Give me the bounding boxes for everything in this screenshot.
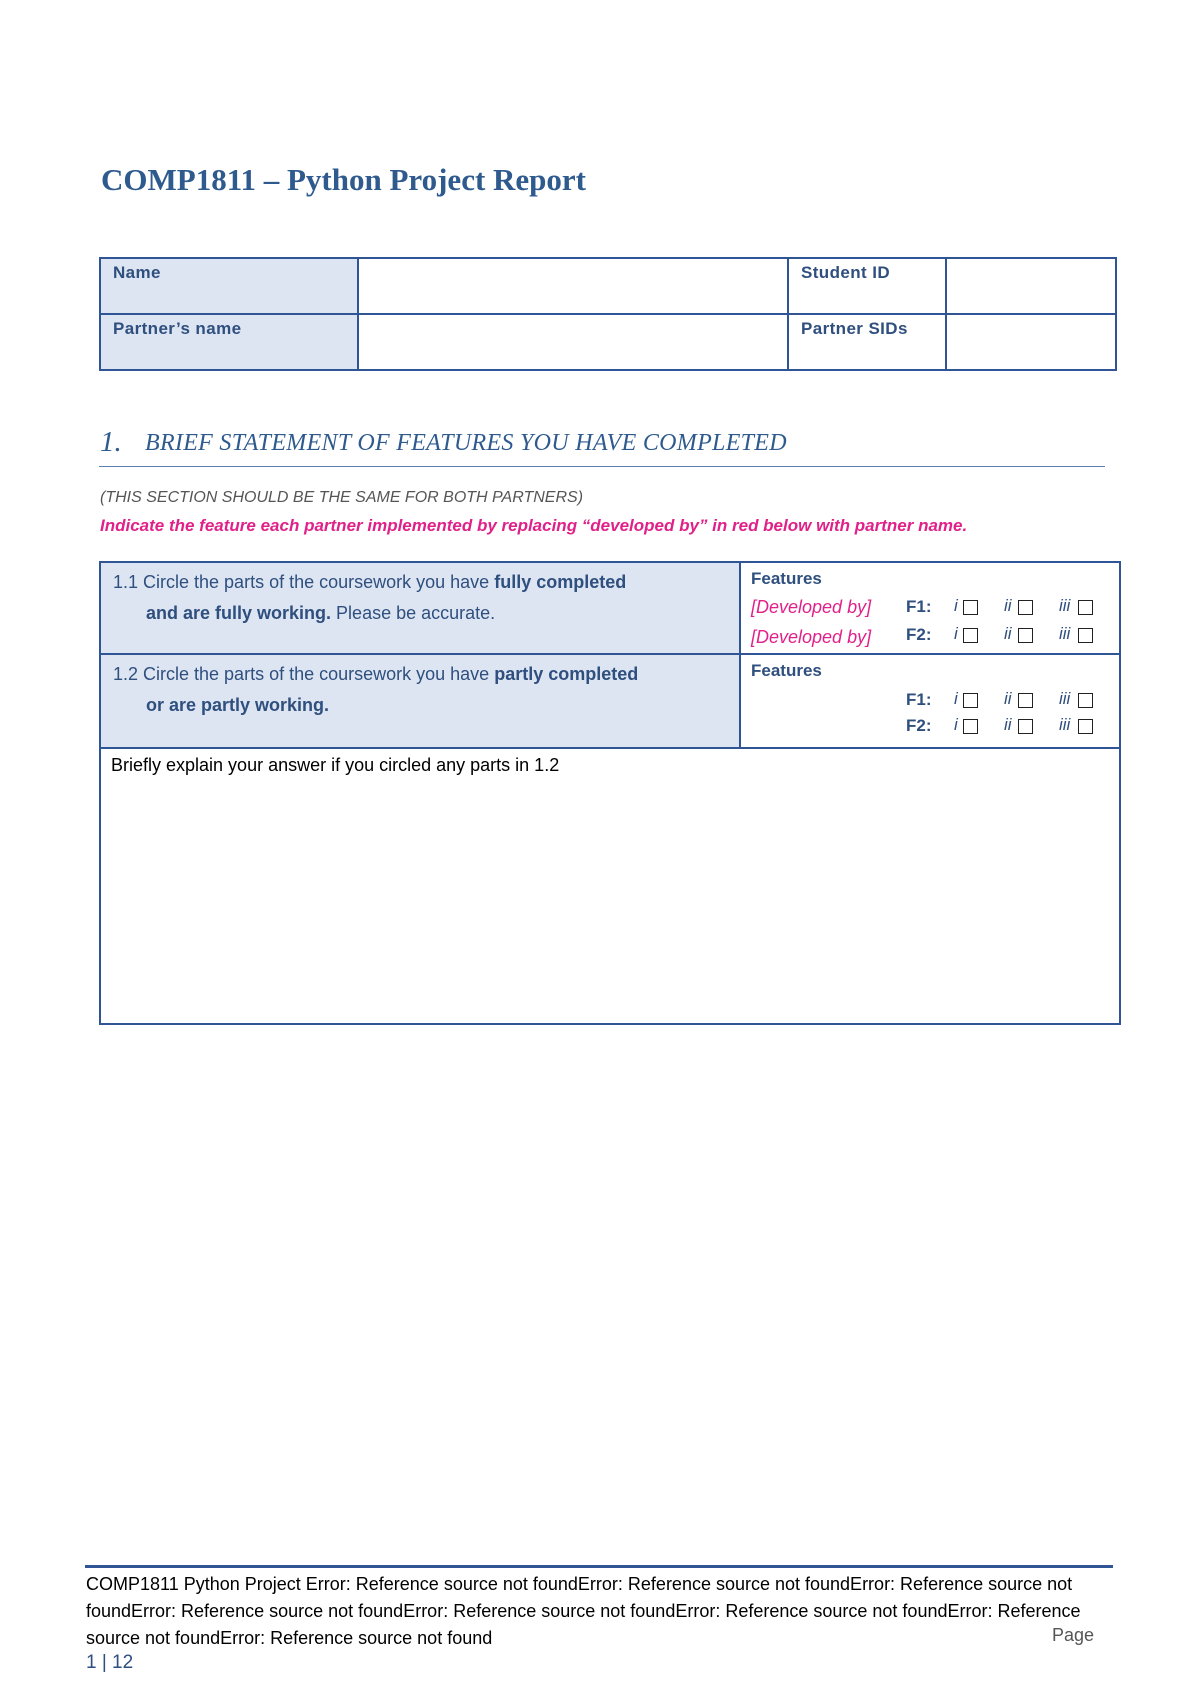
partner-name-label: Partner’s name bbox=[100, 314, 358, 370]
f1-i-checkbox[interactable] bbox=[963, 693, 978, 708]
f1-iii-checkbox[interactable] bbox=[1078, 600, 1093, 615]
partner-name-field[interactable] bbox=[358, 314, 788, 370]
table-row bbox=[100, 562, 1120, 654]
option-ii-label: ii bbox=[1004, 624, 1012, 643]
option-i-label: i bbox=[954, 596, 958, 615]
partly-completed-prompt bbox=[100, 654, 740, 748]
option-i-label: i bbox=[954, 689, 958, 708]
developed-by-f2[interactable]: [Developed by] bbox=[751, 627, 872, 647]
prompt-text: 1.2 Circle the parts of the coursework you have bbox=[113, 664, 495, 684]
fully-completed-features bbox=[740, 562, 1120, 654]
partly-completed-features bbox=[740, 654, 1120, 748]
option-i-label: i bbox=[954, 624, 958, 643]
f1-label: F1: bbox=[906, 690, 932, 709]
f2-ii-checkbox[interactable] bbox=[1018, 628, 1033, 643]
f2-label: F2: bbox=[906, 625, 932, 644]
f2-iii-checkbox[interactable] bbox=[1078, 719, 1093, 734]
f1-i-checkbox[interactable] bbox=[963, 600, 978, 615]
name-field[interactable] bbox=[358, 258, 788, 314]
option-iii-label: iii bbox=[1059, 624, 1071, 643]
explanation-area[interactable] bbox=[100, 748, 1120, 1024]
partner-sids-field[interactable] bbox=[946, 314, 1116, 370]
option-ii-label: ii bbox=[1004, 715, 1012, 734]
section-heading bbox=[99, 426, 1105, 467]
prompt-line-2 bbox=[113, 598, 729, 629]
f1-ii-checkbox[interactable] bbox=[1018, 693, 1033, 708]
explanation-label: Briefly explain your answer if you circled any parts in 1.2 bbox=[111, 755, 560, 775]
features-table bbox=[99, 561, 1121, 1025]
f1-label: F1: bbox=[906, 597, 932, 616]
prompt-emphasis: fully completed bbox=[494, 572, 627, 592]
table-row bbox=[100, 258, 1116, 314]
table-row bbox=[100, 654, 1120, 748]
page-label: Page bbox=[1052, 1625, 1095, 1645]
f2-i-checkbox[interactable] bbox=[963, 719, 978, 734]
option-iii-label: iii bbox=[1059, 715, 1071, 734]
features-header: Features bbox=[751, 661, 822, 680]
prompt-emphasis-2: and are fully working. bbox=[146, 603, 332, 623]
option-ii-label: ii bbox=[1004, 596, 1012, 615]
f2-label: F2: bbox=[906, 716, 932, 735]
student-id-label: Student ID bbox=[788, 258, 946, 314]
name-label: Name bbox=[100, 258, 358, 314]
prompt-emphasis-2: or are partly working. bbox=[146, 695, 330, 715]
student-info-table bbox=[99, 257, 1117, 371]
partner-sids-label: Partner SIDs bbox=[788, 314, 946, 370]
table-row bbox=[100, 314, 1116, 370]
option-iii-label: iii bbox=[1059, 689, 1071, 708]
f1-iii-checkbox[interactable] bbox=[1078, 693, 1093, 708]
prompt-line-2 bbox=[113, 690, 729, 721]
option-ii-label: ii bbox=[1004, 689, 1012, 708]
prompt-text: 1.1 Circle the parts of the coursework you have bbox=[113, 572, 495, 592]
student-id-field[interactable] bbox=[946, 258, 1116, 314]
features-header: Features bbox=[751, 569, 822, 588]
prompt-text-2: Please be accurate. bbox=[331, 603, 496, 623]
section-note: (THIS SECTION SHOULD BE THE SAME FOR BOTH PARTNERS) bbox=[100, 489, 584, 506]
footer-text: COMP1811 Python Project Error: Reference source not foundError: Reference source not foundError: Reference source not foundError: Reference source not foundError: Reference source not foundError: Reference source not foundError: Reference source not foundError: Reference source not found bbox=[86, 1574, 1081, 1648]
page-number: 1 | 12 bbox=[86, 1652, 134, 1673]
f2-i-checkbox[interactable] bbox=[963, 628, 978, 643]
document-title: COMP1811 – Python Project Report bbox=[101, 162, 586, 197]
footer-divider bbox=[85, 1565, 1113, 1568]
option-iii-label: iii bbox=[1059, 596, 1071, 615]
developed-by-f1[interactable]: [Developed by] bbox=[751, 597, 872, 617]
section-number: 1. bbox=[100, 426, 122, 458]
f2-ii-checkbox[interactable] bbox=[1018, 719, 1033, 734]
table-row bbox=[100, 748, 1120, 1024]
fully-completed-prompt bbox=[100, 562, 740, 654]
option-i-label: i bbox=[954, 715, 958, 734]
prompt-emphasis: partly completed bbox=[494, 664, 639, 684]
f2-iii-checkbox[interactable] bbox=[1078, 628, 1093, 643]
f1-ii-checkbox[interactable] bbox=[1018, 600, 1033, 615]
section-instruction: Indicate the feature each partner implemented by replacing “developed by” in red below with partner name. bbox=[100, 516, 968, 535]
section-title: BRIEF STATEMENT OF FEATURES YOU HAVE COMPLETED bbox=[145, 430, 787, 456]
